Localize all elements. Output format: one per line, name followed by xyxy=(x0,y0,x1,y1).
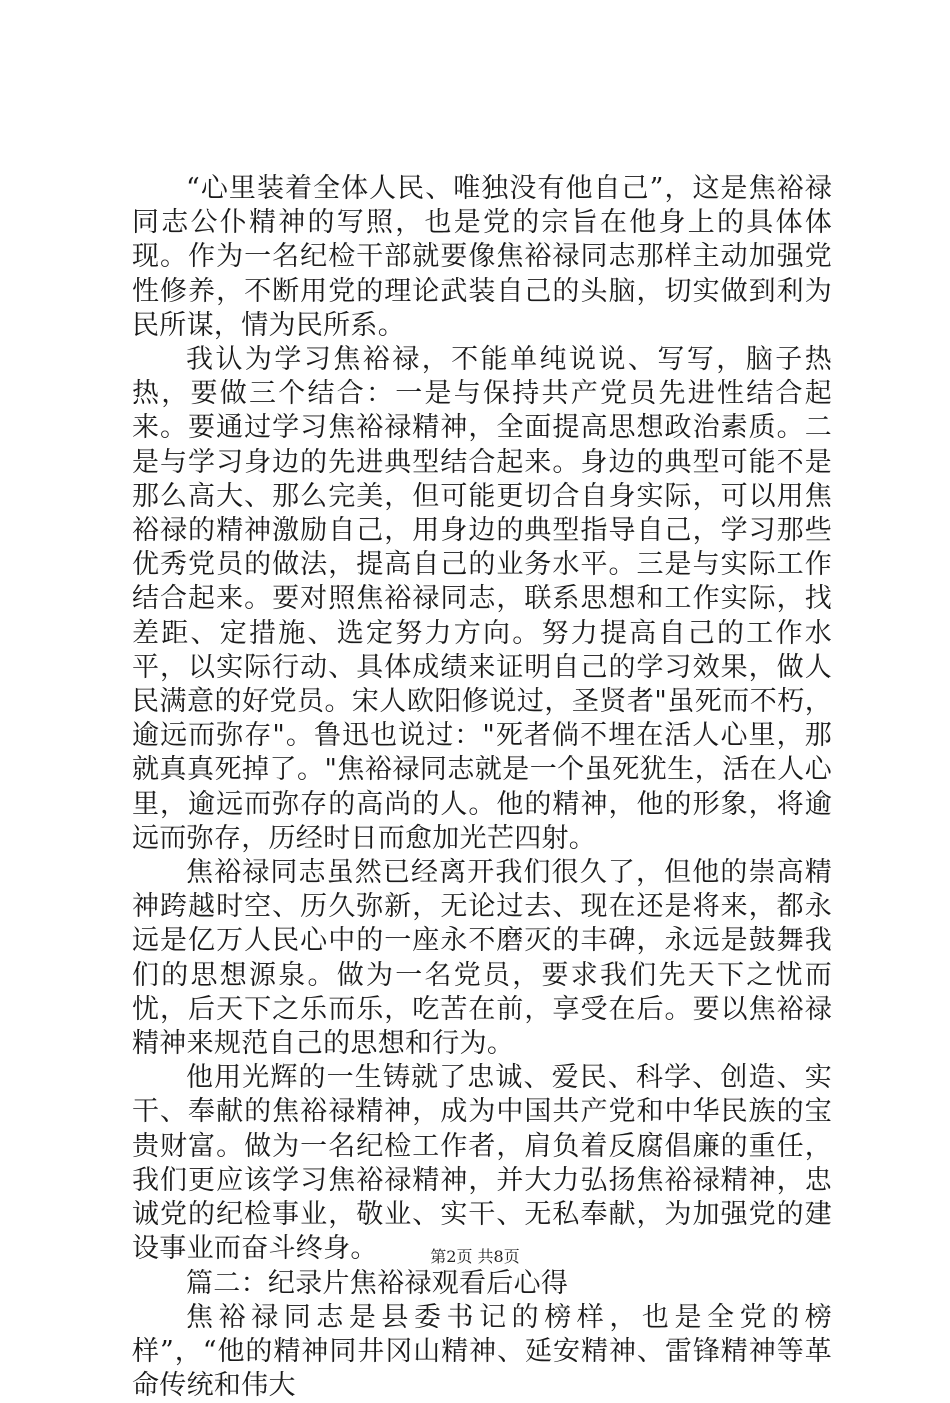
document-body xyxy=(132,172,832,1403)
paragraph-5: 焦裕禄同志是县委书记的榜样，也是全党的榜样”，“他的精神同井冈山精神、延安精神、雷锋精神等革命传统和伟大 xyxy=(132,1301,832,1402)
paragraph-4: 他用光辉的一生铸就了忠诚、爱民、科学、创造、实干、奉献的焦裕禄精神，成为中国共产党和中华民族的宝贵财富。做为一名纪检工作者，肩负着反腐倡廉的重任，我们更应该学习焦裕禄精神，并大力弘扬焦裕禄精神，忠诚党的纪检事业，敬业、实干、无私奉献，为加强党的建设事业而奋斗终身。 xyxy=(132,1062,832,1265)
paragraph-1: “心里装着全体人民、唯独没有他自己”，这是焦裕禄同志公仆精神的写照，也是党的宗旨在他身上的具体体现。作为一名纪检干部就要像焦裕禄同志那样主动加强党性修养，不断用党的理论武装自己的头脑，切实做到利为民所谋，情为民所系。 xyxy=(132,173,832,341)
paragraph-2: 我认为学习焦裕禄，不能单纯说说、写写，脑子热热，要做三个结合：一是与保持共产党员先进性结合起来。要通过学习焦裕禄精神，全面提高思想政治素质。二是与学习身边的先进典型结合起来。身边的典型可能不是那么高大、那么完美，但可能更切合自身实际，可以用焦裕禄的精神激励自己，用身边的典型指导自己，学习那些优秀党员的做法，提高自己的业务水平。三是与实际工作结合起来。要对照焦裕禄同志，联系思想和工作实际，找差距、定措施、选定努力方向。努力提高自己的工作水平，以实际行动、具体成绩来证明自己的学习效果，做人民满意的好党员。宋人欧阳修说过，圣贤者"虽死而不朽，逾远而弥存"。鲁迅也说过："死者倘不埋在活人心里，那就真真死掉了。"焦裕禄同志就是一个虽死犹生，活在人心里，逾远而弥存的高尚的人。他的精神，他的形象，将逾远而弥存，历经时日而愈加光芒四射。 xyxy=(132,344,832,854)
section-heading: 篇二：纪录片焦裕禄观看后心得 xyxy=(186,1267,569,1299)
page-footer: 第2页 共8页 xyxy=(430,1247,520,1266)
paragraph-3: 焦裕禄同志虽然已经离开我们很久了，但他的崇高精神跨越时空、历久弥新，无论过去、现在还是将来，都永远是亿万人民心中的一座永不磨灭的丰碑，永远是鼓舞我们的思想源泉。做为一名党员，要求我们先天下之忧而忧，后天下之乐而乐，吃苦在前，享受在后。要以焦裕禄精神来规范自己的思想和行为。 xyxy=(132,857,832,1060)
